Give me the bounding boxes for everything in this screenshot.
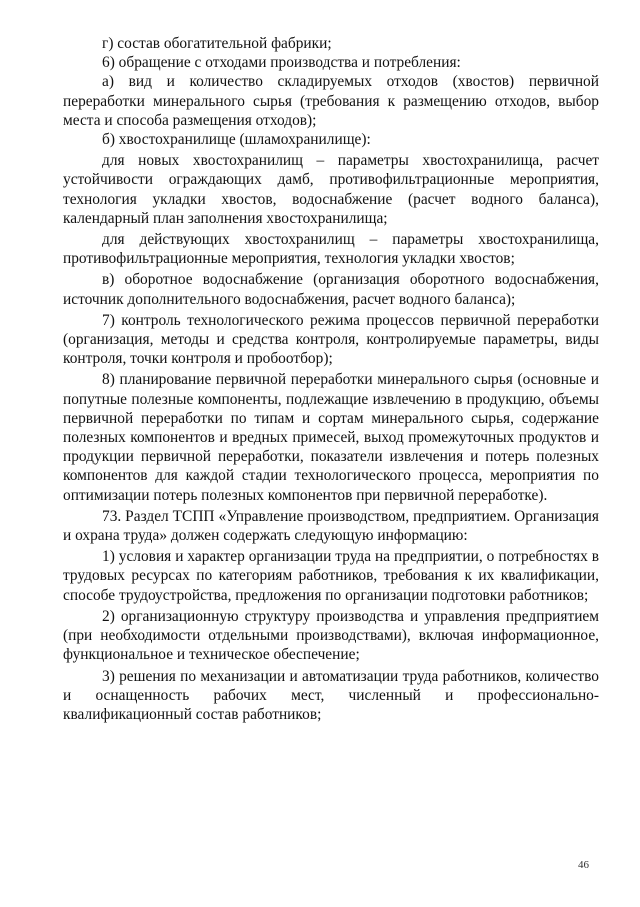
paragraph-3: а) вид и количество складируемых отходов (хвостов) первичной переработки минерального сырья (требования к размещению отходов, выбор места и способа размещения отходов); — [63, 73, 599, 129]
paragraph-1: г) состав обогатительной фабрики; — [102, 35, 332, 52]
paragraph-13: 3) решения по механизации и автоматизации труда работников, количество и оснащенность рабочих мест, численный и профессионально-квалификационный состав работников; — [63, 667, 599, 723]
paragraph-12: 2) организационную структуру производства и управления предприятием (при необходимости отдельными производствами), включая информационное, функциональное и техническое обеспечение; — [63, 607, 599, 664]
document-body — [63, 34, 599, 724]
paragraph-9: 8) планирование первичной переработки минерального сырья (основные и попутные полезные компоненты, подлежащие извлечению в продукцию, объемы первичной переработки по типам и сортам минерального сырья, содержание полезных компонентов и вредных примесей, выход промежуточных продуктов и продукции первичной переработки, показатели извлечения и потерь полезных компонентов для каждой стадии технологического процесса, мероприятия по оптимизации потерь полезных компонентов при первичной переработке). — [63, 371, 599, 504]
paragraph-5: для новых хвостохранилищ – параметры хвостохранилища, расчет устойчивости ограждающих дамб, противофильтрационные мероприятия, технология укладки хвостов, водоснабжение (расчет водного баланса), календарный план заполнения хвостохранилища; — [63, 152, 599, 227]
paragraph-6: для действующих хвостохранилищ – параметры хвостохранилища, противофильтрационные мероприятия, технология укладки хвостов; — [63, 231, 599, 268]
paragraph-8: 7) контроль технологического режима процессов первичной переработки (организация, методы и средства контроля, контролируемые параметры, виды контроля, точки контроля и пробоотбор); — [63, 311, 599, 368]
paragraph-7: в) оборотное водоснабжение (организация оборотного водоснабжения, источник дополнительного водоснабжения, расчет водного баланса); — [63, 271, 599, 308]
paragraph-4: б) хвостохранилище (шламохранилище): — [102, 131, 371, 149]
paragraph-2: 6) обращение с отходами производства и потребления: — [102, 54, 461, 72]
paragraph-10: 73. Раздел ТСПП «Управление производством, предприятием. Организация и охрана труда» должен содержать следующую информацию: — [63, 507, 599, 545]
page-number: 46 — [578, 859, 589, 871]
paragraph-11: 1) условия и характер организации труда на предприятии, о потребностях в трудовых ресурсах по категориям работников, требования к их квалификации, способе трудоустройства, предложения по организации подготовки работников; — [63, 548, 599, 604]
